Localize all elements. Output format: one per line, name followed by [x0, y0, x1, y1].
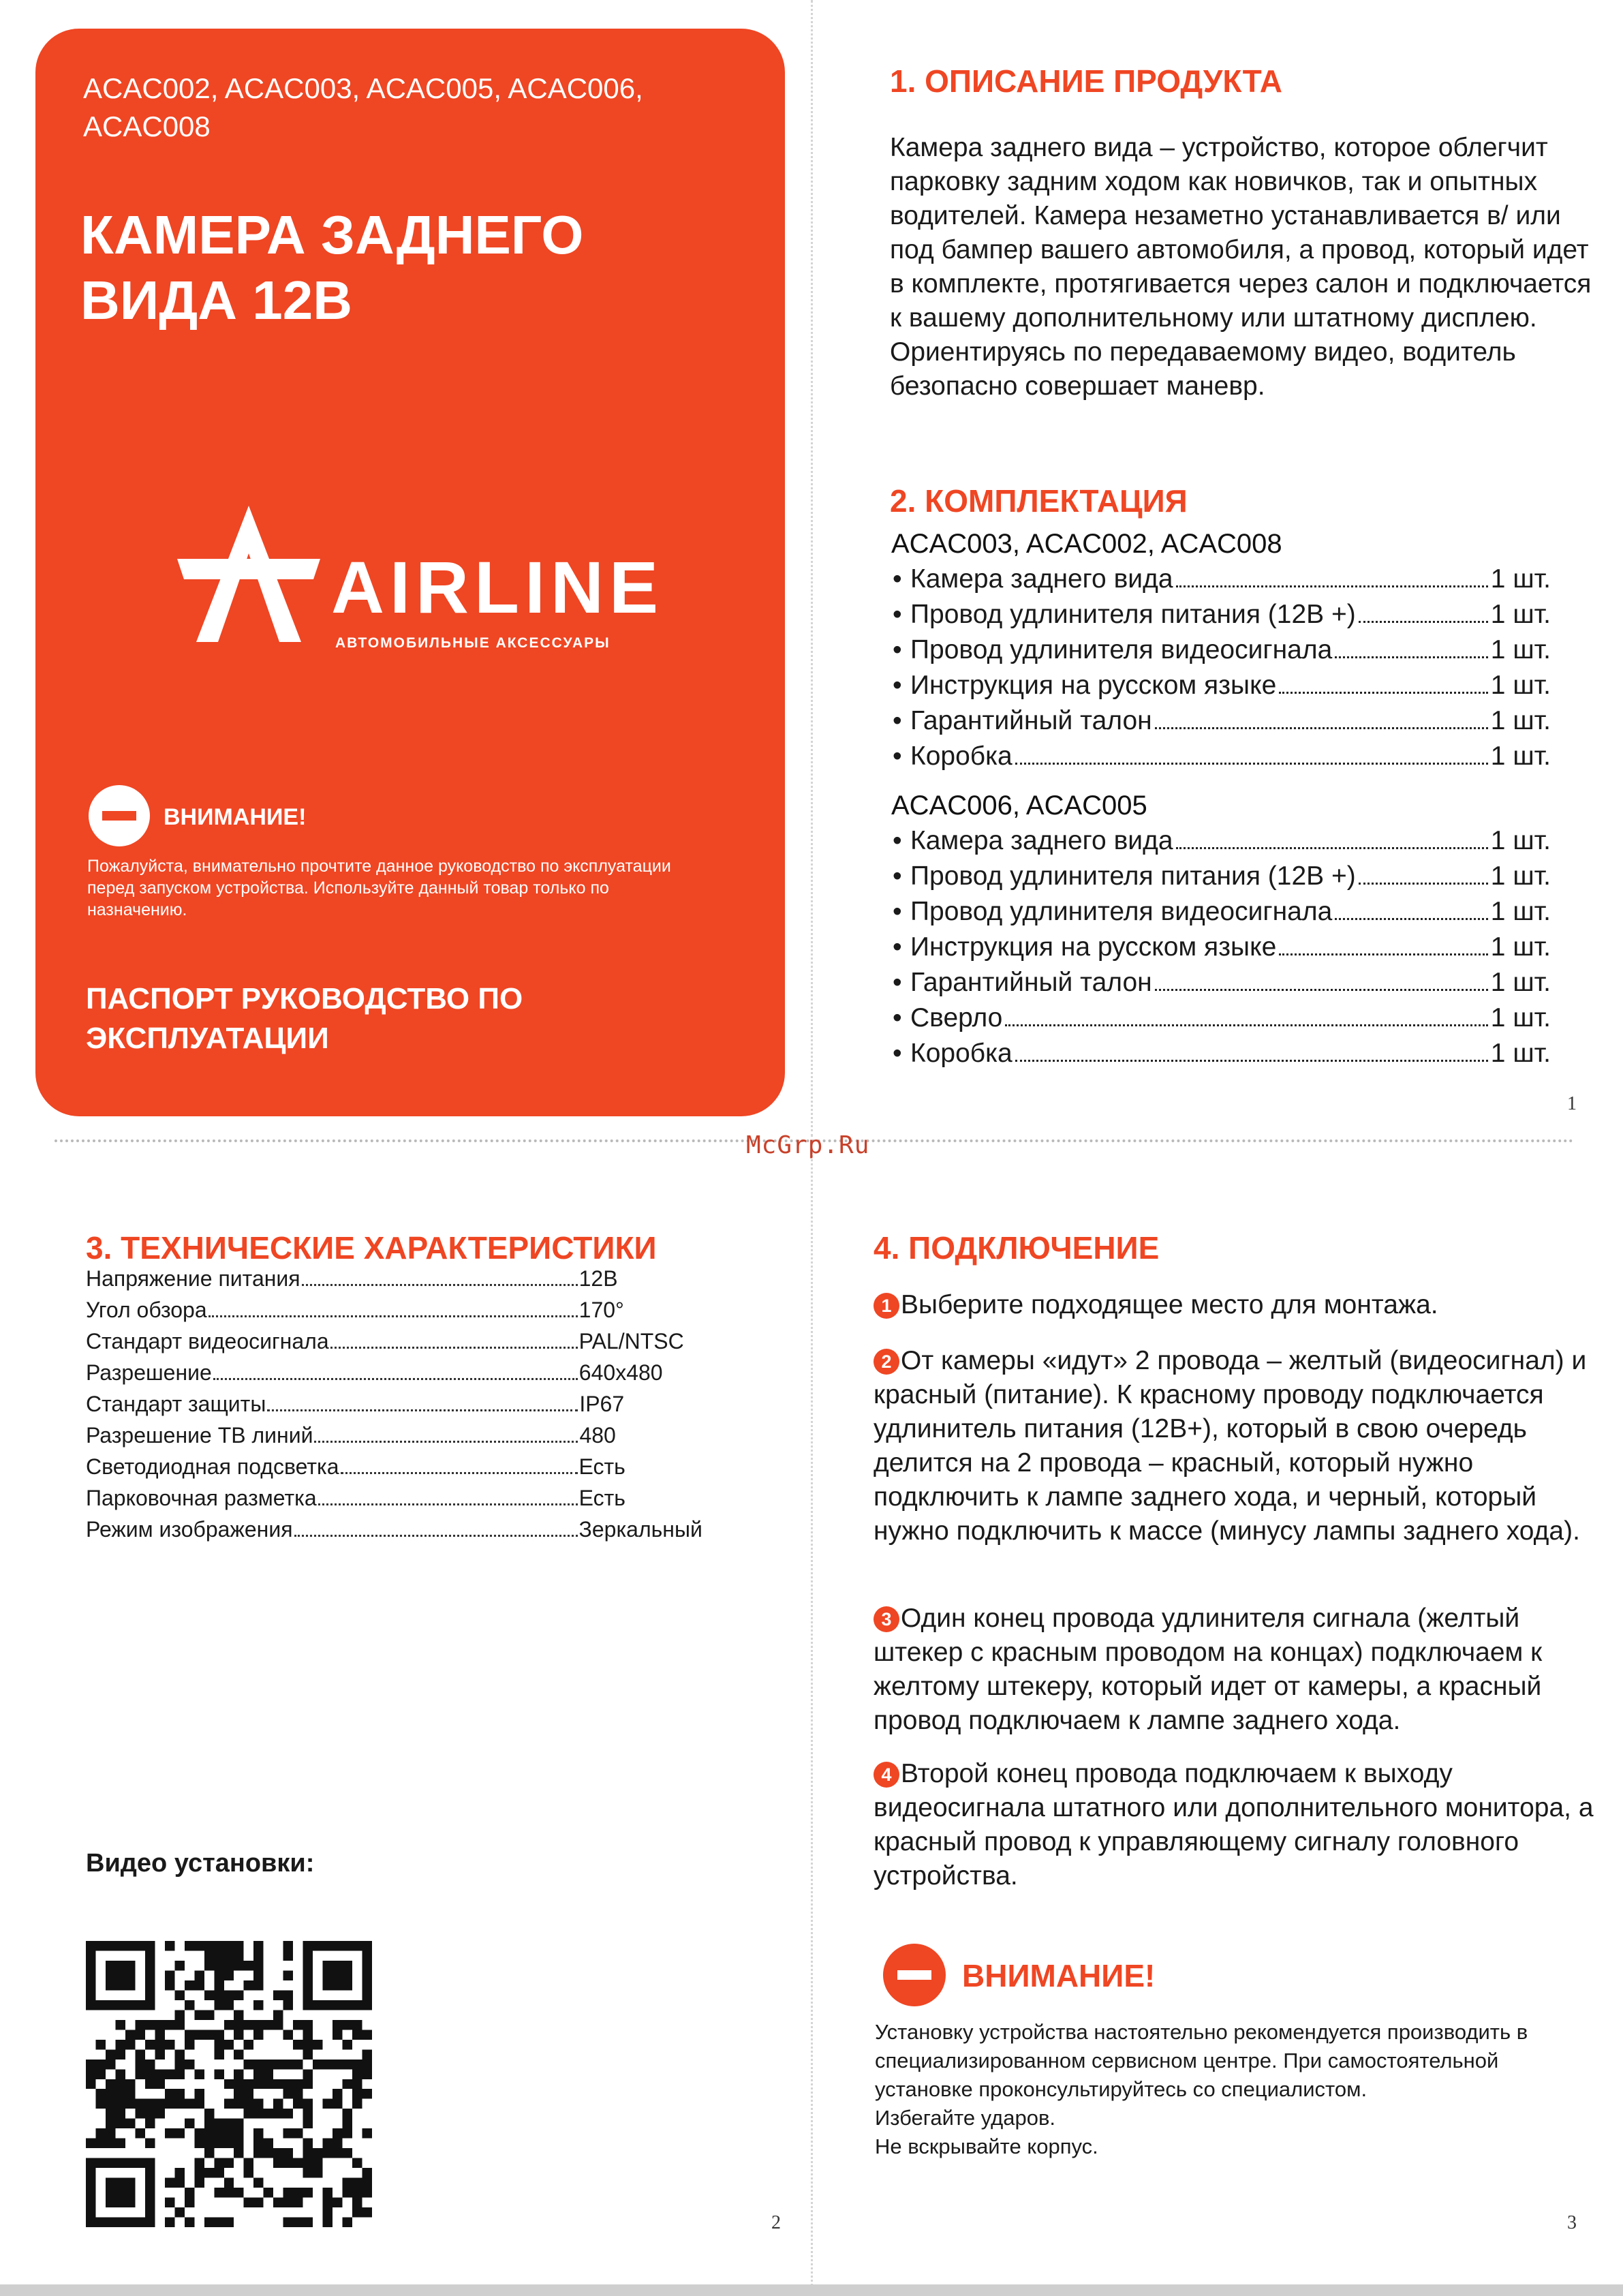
section1-text: Камера заднего вида – устройство, которое облегчит парковку задним ходом как новичков, так и опытных водителей. Камера незаметно устанавливается в/ или под бампер вашего автомобиля, а провод, который идет в комплекте, протягивается через салон и подключается к вашему дополнительному или штатному дисплею. Ориентируясь по передаваемому видео, водитель безопасно совершает маневр. — [890, 133, 1592, 401]
list-item: • Провод удлинителя видеосигнала 1 шт. — [893, 897, 1551, 926]
brand-name: AIRLINE — [331, 546, 664, 628]
warning-text: Установку устройства настоятельно рекомендуется производить в специализированном сервисном центре. При самостоятельной установке проконсультируйтесь со специалистом. Избегайте ударов. Не вскрывайте корпус. — [875, 2020, 1528, 2158]
package-group-title: ACAC006, ACAC005 — [891, 791, 1147, 821]
list-item: • Коробка 1 шт. — [893, 741, 1551, 771]
spec-row: Угол обзора 170° — [86, 1298, 624, 1322]
step-number: 1 — [874, 1293, 899, 1319]
no-entry-icon — [89, 785, 150, 846]
step-1: 1 Выберите подходящее место для монтажа. — [874, 1288, 1596, 1322]
fold-line-vertical-bottom — [811, 1152, 813, 2290]
no-entry-icon — [883, 1944, 946, 2006]
step-number: 3 — [874, 1606, 899, 1632]
qr-code[interactable] — [86, 1941, 372, 2227]
list-item: • Камера заднего вида 1 шт. — [893, 564, 1551, 594]
section3-title: 3. ТЕХНИЧЕСКИЕ ХАРАКТЕРИСТИКИ — [86, 1230, 657, 1266]
cover-title: КАМЕРА ЗАДНЕГО ВИДА 12В — [80, 204, 584, 331]
spec-row: Парковочная разметка Есть — [86, 1486, 625, 1510]
package-list-1 — [893, 564, 1551, 777]
list-item: • Провод удлинителя питания (12В +) 1 шт. — [893, 861, 1551, 891]
bottom-scan-edge — [0, 2284, 1623, 2296]
brand-subtitle: АВТОМОБИЛЬНЫЕ АКСЕССУАРЫ — [335, 635, 610, 651]
list-item: • Инструкция на русском языке 1 шт. — [893, 932, 1551, 962]
list-item: • Камера заднего вида 1 шт. — [893, 826, 1551, 855]
spec-table — [86, 1266, 720, 1548]
section1-title: 1. ОПИСАНИЕ ПРОДУКТА — [890, 63, 1282, 99]
list-item: • Гарантийный талон 1 шт. — [893, 706, 1551, 735]
page-number: 3 — [1567, 2212, 1577, 2233]
page-number: 2 — [771, 2212, 781, 2233]
cover-models: ACAC002, ACAC003, ACAC005, ACAC006, ACAC008 — [83, 72, 643, 142]
spec-row: Режим изображения Зеркальный — [86, 1517, 702, 1542]
list-item: • Сверло 1 шт. — [893, 1003, 1551, 1032]
video-label: Видео установки: — [86, 1849, 315, 1878]
package-list-2 — [893, 826, 1551, 1074]
step-number: 4 — [874, 1762, 899, 1788]
step-3: 3 Один конец провода удлинителя сигнала (желтый штекер с красным проводом на концах) подключаем к желтому штекеру, который идет от камеры, а красный провод подключаем к лампе заднего хода. — [874, 1604, 1543, 1735]
spec-row: Разрешение 640x480 — [86, 1360, 663, 1385]
spec-row: Стандарт защиты IP67 — [86, 1392, 625, 1416]
section4-title: 4. ПОДКЛЮЧЕНИЕ — [874, 1230, 1160, 1266]
step-2: 2 От камеры «идут» 2 провода – желтый (видеосигнал) и красный (питание). К красному проводу подключается удлинитель питания (12В+), который в свою очередь делится на 2 провода – красный, который нужно подключить к лампе заднего хода, и черный, который нужно подключить к массе (минусу лампы заднего хода). — [874, 1346, 1587, 1546]
page-number: 1 — [1567, 1093, 1577, 1114]
step-number: 2 — [874, 1349, 899, 1375]
section2-title: 2. КОМПЛЕКТАЦИЯ — [890, 483, 1188, 519]
spec-row: Разрешение ТВ линий 480 — [86, 1423, 616, 1448]
cover-doc-type: ПАСПОРТ РУКОВОДСТВО ПО ЭКСПЛУАТАЦИИ — [86, 982, 523, 1055]
step-4: 4 Второй конец провода подключаем к выходу видеосигнала штатного или дополнительного монитора, а красный провод к управляющему сигналу головного устройства. — [874, 1759, 1594, 1891]
cover-warning-text: Пожалуйста, внимательно прочтите данное руководство по эксплуатации перед запуском устройства. Используйте данный товар только по назначению. — [87, 857, 671, 919]
list-item: • Провод удлинителя питания (12В +) 1 шт. — [893, 600, 1551, 629]
spec-row: Светодиодная подсветка Есть — [86, 1454, 625, 1479]
list-item: • Гарантийный талон 1 шт. — [893, 968, 1551, 997]
cover-card — [35, 29, 785, 1116]
warning-title: ВНИМАНИЕ! — [962, 1958, 1156, 1993]
brand-logo — [177, 506, 668, 669]
airline-emblem-icon — [177, 506, 320, 642]
package-group-title: ACAC003, ACAC002, ACAC008 — [891, 529, 1282, 559]
fold-line-vertical-top — [811, 0, 813, 1137]
list-item: • Коробка 1 шт. — [893, 1039, 1551, 1068]
cover-warning-title: ВНИМАНИЕ! — [164, 804, 307, 830]
list-item: • Инструкция на русском языке 1 шт. — [893, 671, 1551, 700]
list-item: • Провод удлинителя видеосигнала 1 шт. — [893, 635, 1551, 664]
spec-row: Стандарт видеосигнала PAL/NTSC — [86, 1329, 684, 1353]
watermark: McGrp.Ru — [746, 1131, 870, 1159]
spec-row: Напряжение питания 12В — [86, 1266, 618, 1291]
